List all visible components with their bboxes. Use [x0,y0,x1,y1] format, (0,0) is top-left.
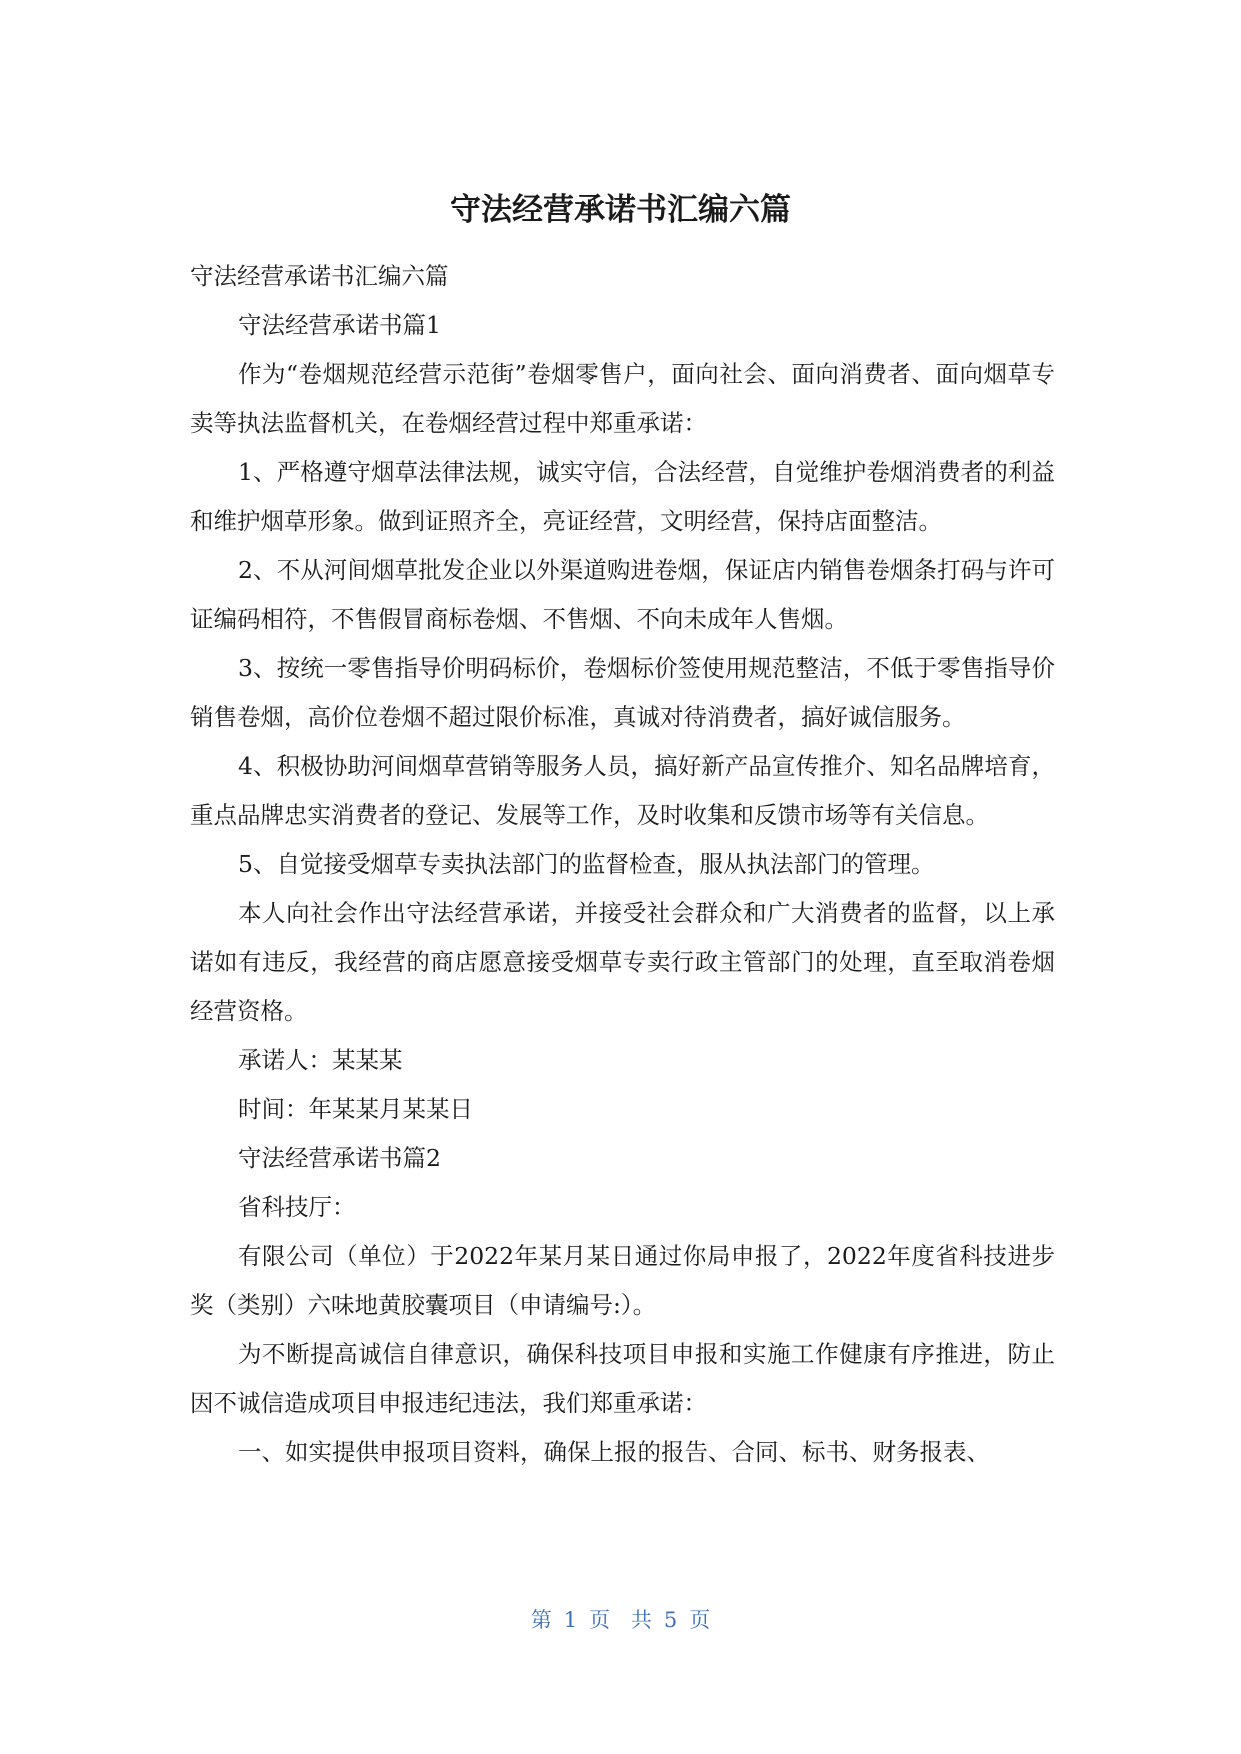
paragraph: 为不断提高诚信自律意识，确保科技项目申报和实施工作健康有序推进，防止因不诚信造成项目申报违纪违法，我们郑重承诺： [190,1340,1055,1417]
paragraph: 本人向社会作出守法经营承诺，并接受社会群众和广大消费者的监督，以上承诺如有违反，我经营的商店愿意接受烟草专卖行政主管部门的处理，直至取消卷烟经营资格。 [190,899,1055,1025]
total-pages-number: 5 [663,1608,678,1632]
paragraph: 守法经营承诺书篇1 [238,311,441,339]
page-label-mid: 页 共 [589,1608,652,1632]
paragraph: 承诺人：某某某 [238,1046,403,1074]
paragraph: 3、按统一零售指导价明码标价，卷烟标价签使用规范整洁，不低于零售指导价销售卷烟，高价位卷烟不超过限价标准，真诚对待消费者，搞好诚信服务。 [190,654,1055,731]
paragraph: 1、严格遵守烟草法律法规，诚实守信，合法经营，自觉维护卷烟消费者的利益和维护烟草形象。做到证照齐全，亮证经营，文明经营，保持店面整洁。 [190,458,1055,535]
document-body [190,252,1055,1477]
document-title: 守法经营承诺书汇编六篇 [450,192,791,228]
paragraph: 4、积极协助河间烟草营销等服务人员，搞好新产品宣传推介、知名品牌培育，重点品牌忠实消费者的登记、发展等工作，及时收集和反馈市场等有关信息。 [190,752,1055,829]
paragraph: 有限公司（单位）于2022年某月某日通过你局申报了，2022年度省科技进步奖（类别）六味地黄胶囊项目（申请编号:）。 [190,1242,1055,1319]
paragraph: 一、如实提供申报项目资料，确保上报的报告、合同、标书、财务报表、 [238,1438,990,1466]
paragraph: 5、自觉接受烟草专卖执法部门的监督检查，服从执法部门的管理。 [238,850,935,878]
paragraph: 省科技厅： [238,1193,356,1221]
paragraph: 时间：年某某月某某日 [238,1095,473,1123]
page-label-suffix: 页 [689,1608,711,1632]
page-label-prefix: 第 [530,1608,552,1632]
paragraph: 守法经营承诺书汇编六篇 [190,262,449,290]
page-footer [0,1604,1241,1634]
paragraph: 守法经营承诺书篇2 [238,1144,441,1172]
current-page-number: 1 [563,1608,578,1632]
paragraph: 作为“卷烟规范经营示范街”卷烟零售户，面向社会、面向消费者、面向烟草专卖等执法监督机关，在卷烟经营过程中郑重承诺： [190,360,1055,437]
paragraph: 2、不从河间烟草批发企业以外渠道购进卷烟，保证店内销售卷烟条打码与许可证编码相符，不售假冒商标卷烟、不售烟、不向未成年人售烟。 [190,556,1055,633]
